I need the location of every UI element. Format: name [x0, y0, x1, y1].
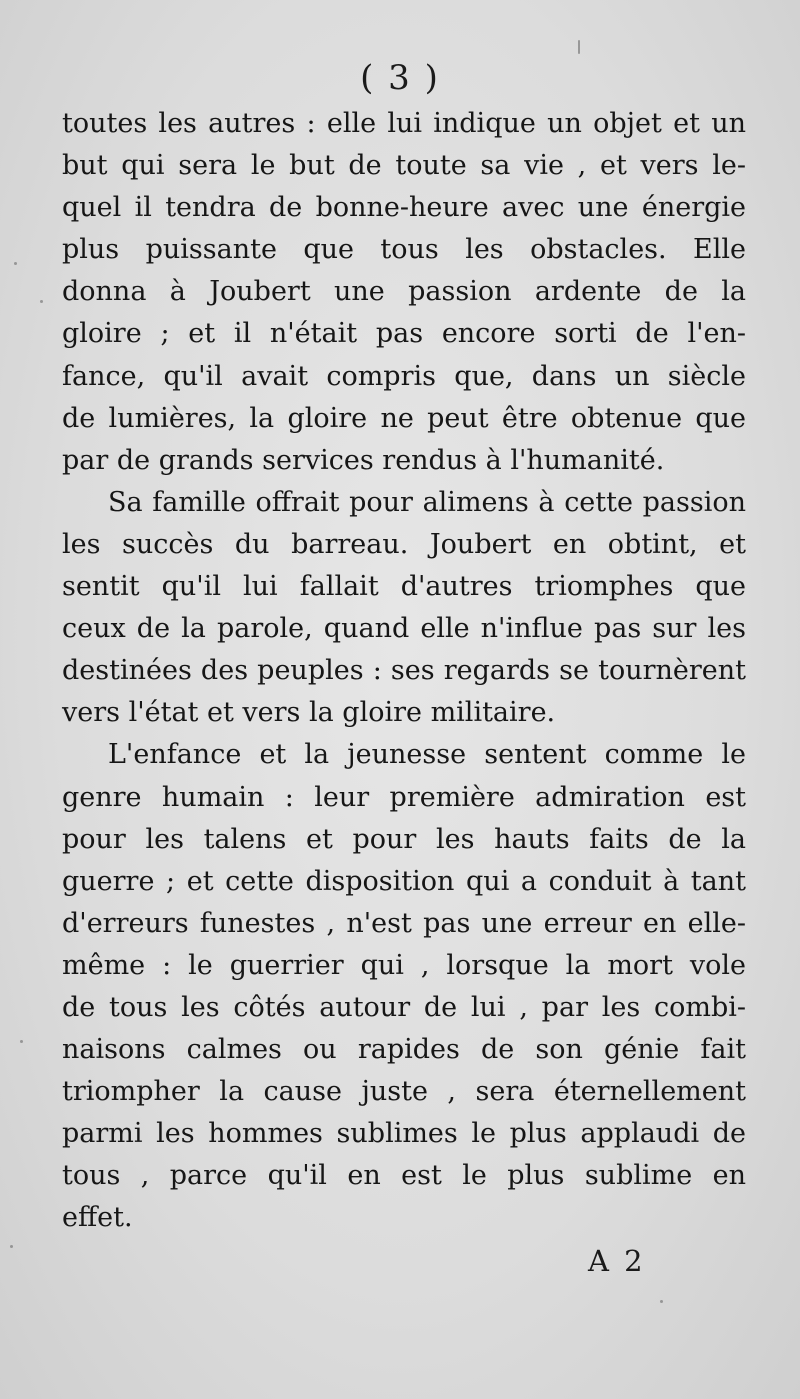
- text-line: d'erreurs funestes , n'est pas une erreur en elle-: [62, 907, 746, 939]
- text-line: pour les talens et pour les hauts faits de la: [62, 823, 746, 855]
- text-line: plus puissante que tous les obstacles. Elle: [62, 234, 746, 266]
- paragraph-1: [62, 103, 746, 482]
- text-line: L'enfance et la jeunesse sentent comme le: [108, 739, 746, 771]
- text-line: parmi les hommes sublimes le plus applaudi de: [62, 1118, 746, 1150]
- signature-mark: A 2: [588, 1244, 646, 1278]
- page-number: ( 3 ): [360, 58, 440, 98]
- text-line: destinées des peuples : ses regards se tournèrent: [62, 655, 746, 687]
- text-line: guerre ; et cette disposition qui a conduit à tant: [62, 865, 746, 897]
- text-line: même : le guerrier qui , lorsque la mort vole: [62, 949, 746, 981]
- text-line: Sa famille offrait pour alimens à cette passion: [108, 486, 746, 518]
- text-line: triompher la cause juste , sera éternellement: [62, 1076, 746, 1108]
- text-line: vers l'état et vers la gloire militaire.: [62, 697, 556, 729]
- text-line: ceux de la parole, quand elle n'influe pas sur les: [62, 613, 746, 645]
- text-line: de tous les côtés autour de lui , par les combi-: [62, 991, 746, 1023]
- text-line: naisons calmes ou rapides de son génie fait: [62, 1034, 746, 1066]
- text-line: par de grands services rendus à l'humanité.: [62, 444, 665, 476]
- paragraph-3: [62, 734, 746, 1239]
- body-text: [62, 103, 746, 1240]
- text-line: sentit qu'il lui fallait d'autres triomphes que: [62, 571, 746, 603]
- text-line: tous , parce qu'il en est le plus sublime en: [62, 1160, 746, 1192]
- text-line: but qui sera le but de toute sa vie , et vers le-: [62, 150, 746, 182]
- text-line: effet.: [62, 1202, 133, 1234]
- text-line: les succès du barreau. Joubert en obtint, et: [62, 528, 746, 560]
- paragraph-2: [62, 482, 746, 735]
- text-line: quel il tendra de bonne-heure avec une énergie: [62, 192, 746, 224]
- text-line: fance, qu'il avait compris que, dans un siècle: [62, 360, 746, 392]
- text-line: toutes les autres : elle lui indique un objet et un: [62, 108, 746, 139]
- text-line: genre humain : leur première admiration est: [62, 781, 746, 813]
- text-line: gloire ; et il n'était pas encore sorti de l'en-: [62, 318, 746, 350]
- text-line: de lumières, la gloire ne peut être obtenue que: [62, 402, 746, 434]
- text-line: donna à Joubert une passion ardente de la: [62, 276, 746, 308]
